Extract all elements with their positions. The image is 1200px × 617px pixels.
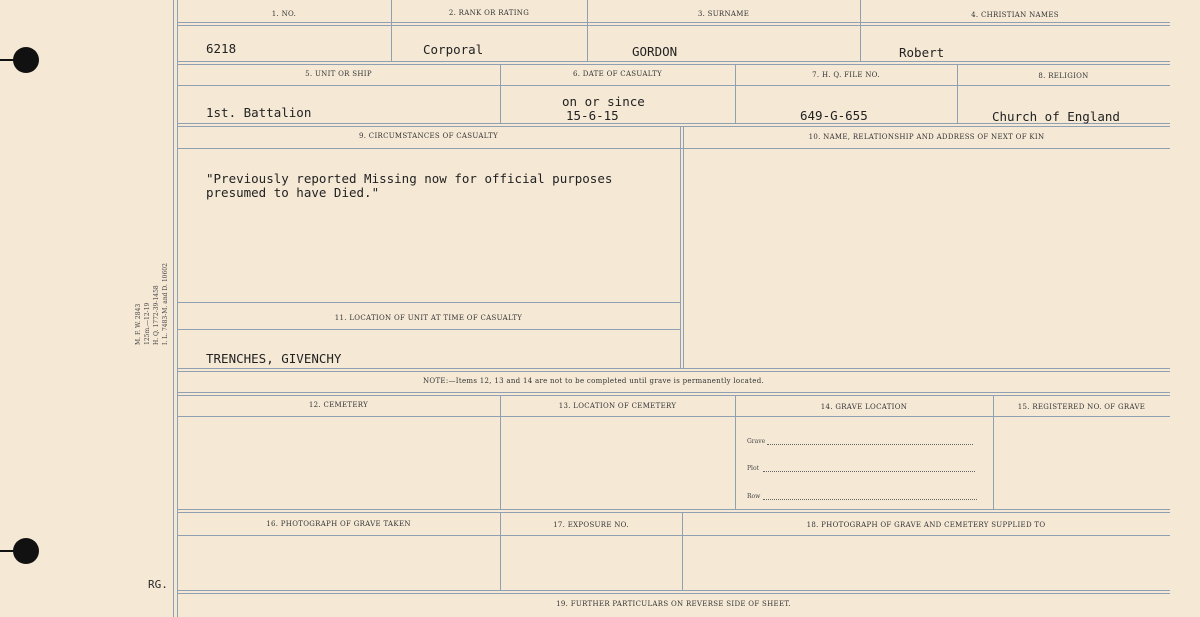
punch-hole-line [0, 59, 20, 61]
divider [177, 302, 680, 303]
value-religion: Church of England [992, 109, 1120, 124]
divider [177, 22, 1170, 26]
label-plot: Plot [747, 465, 759, 472]
col-divider [683, 126, 684, 368]
divider [177, 535, 1170, 536]
divider [177, 61, 1170, 65]
col-divider [500, 395, 501, 509]
value-christian-names: Robert [899, 45, 945, 60]
divider [177, 392, 1170, 396]
label-grave-location: 14. GRAVE LOCATION [820, 403, 908, 411]
value-date: 15-6-15 [566, 108, 619, 123]
divider [177, 148, 1170, 149]
col-divider [860, 0, 861, 61]
label-grave: Grave [747, 438, 766, 445]
label-religion: 8. RELIGION [1038, 72, 1089, 80]
left-border [173, 0, 174, 617]
value-no: 6218 [206, 41, 237, 56]
label-cemetery: 12. CEMETERY [308, 401, 369, 409]
plot-field [763, 471, 975, 472]
label-photo-taken: 16. PHOTOGRAPH OF GRAVE TAKEN [266, 520, 411, 528]
label-further-particulars: 19. FURTHER PARTICULARS ON REVERSE SIDE OF SHEET. [556, 600, 791, 608]
label-circumstances: 9. CIRCUMSTANCES OF CASUALTY [358, 132, 498, 140]
label-cemetery-location: 13. LOCATION OF CEMETERY [558, 402, 677, 410]
print-code-line: I. L. 7483-M. and D. 10602 [162, 263, 169, 345]
label-date: 6. DATE OF CASUALTY [572, 70, 663, 78]
label-row: Row [747, 493, 761, 500]
label-registered-no: 15. REGISTERED NO. OF GRAVE [1017, 403, 1146, 411]
col-divider [993, 395, 994, 509]
label-unit: 5. UNIT OR SHIP [305, 70, 372, 78]
label-hq-file: 7. H. Q. FILE NO. [812, 71, 880, 79]
divider [177, 509, 1170, 513]
value-location: TRENCHES, GIVENCHY [206, 351, 342, 366]
divider [177, 329, 680, 330]
label-location-of-unit: 11. LOCATION OF UNIT AT TIME OF CASUALTY [334, 314, 523, 322]
punch-hole-line [0, 550, 20, 552]
grave-field [767, 444, 973, 445]
divider [177, 590, 1170, 594]
row-field [763, 499, 977, 500]
label-christian-names: 4. CHRISTIAN NAMES [971, 11, 1059, 19]
print-code-line: M. F. W. 2843 [135, 303, 142, 345]
divider [177, 85, 1170, 86]
print-code-line: H. Q. 1772-39-1458 [153, 285, 160, 345]
value-circumstances: "Previously reported Missing now for official purposes [206, 171, 613, 186]
margin-mark: RG. [148, 578, 168, 591]
value-hq-file: 649-G-655 [800, 108, 868, 123]
value-date-qualifier: on or since [562, 94, 645, 109]
label-no: 1. NO. [271, 10, 297, 18]
label-exposure: 17. EXPOSURE NO. [553, 521, 629, 529]
col-divider [680, 126, 681, 368]
value-circumstances: presumed to have Died." [206, 185, 380, 200]
value-surname: GORDON [632, 44, 678, 59]
col-divider [735, 395, 736, 509]
divider [177, 368, 1170, 372]
value-rank: Corporal [423, 42, 484, 57]
label-surname: 3. SURNAME [697, 10, 750, 18]
form-print-code [134, 263, 170, 345]
label-photo-supplied: 18. PHOTOGRAPH OF GRAVE AND CEMETERY SUPPLIED TO [806, 521, 1046, 529]
print-code-line: 125m.—12-19 [144, 302, 151, 345]
value-unit: 1st. Battalion [206, 105, 312, 120]
label-next-of-kin: 10. NAME, RELATIONSHIP AND ADDRESS OF NEXT OF KIN [808, 133, 1045, 141]
note: NOTE:—Items 12, 13 and 14 are not to be completed until grave is permanently located. [422, 377, 765, 385]
label-rank: 2. RANK OR RATING [448, 9, 530, 17]
divider [177, 416, 1170, 417]
